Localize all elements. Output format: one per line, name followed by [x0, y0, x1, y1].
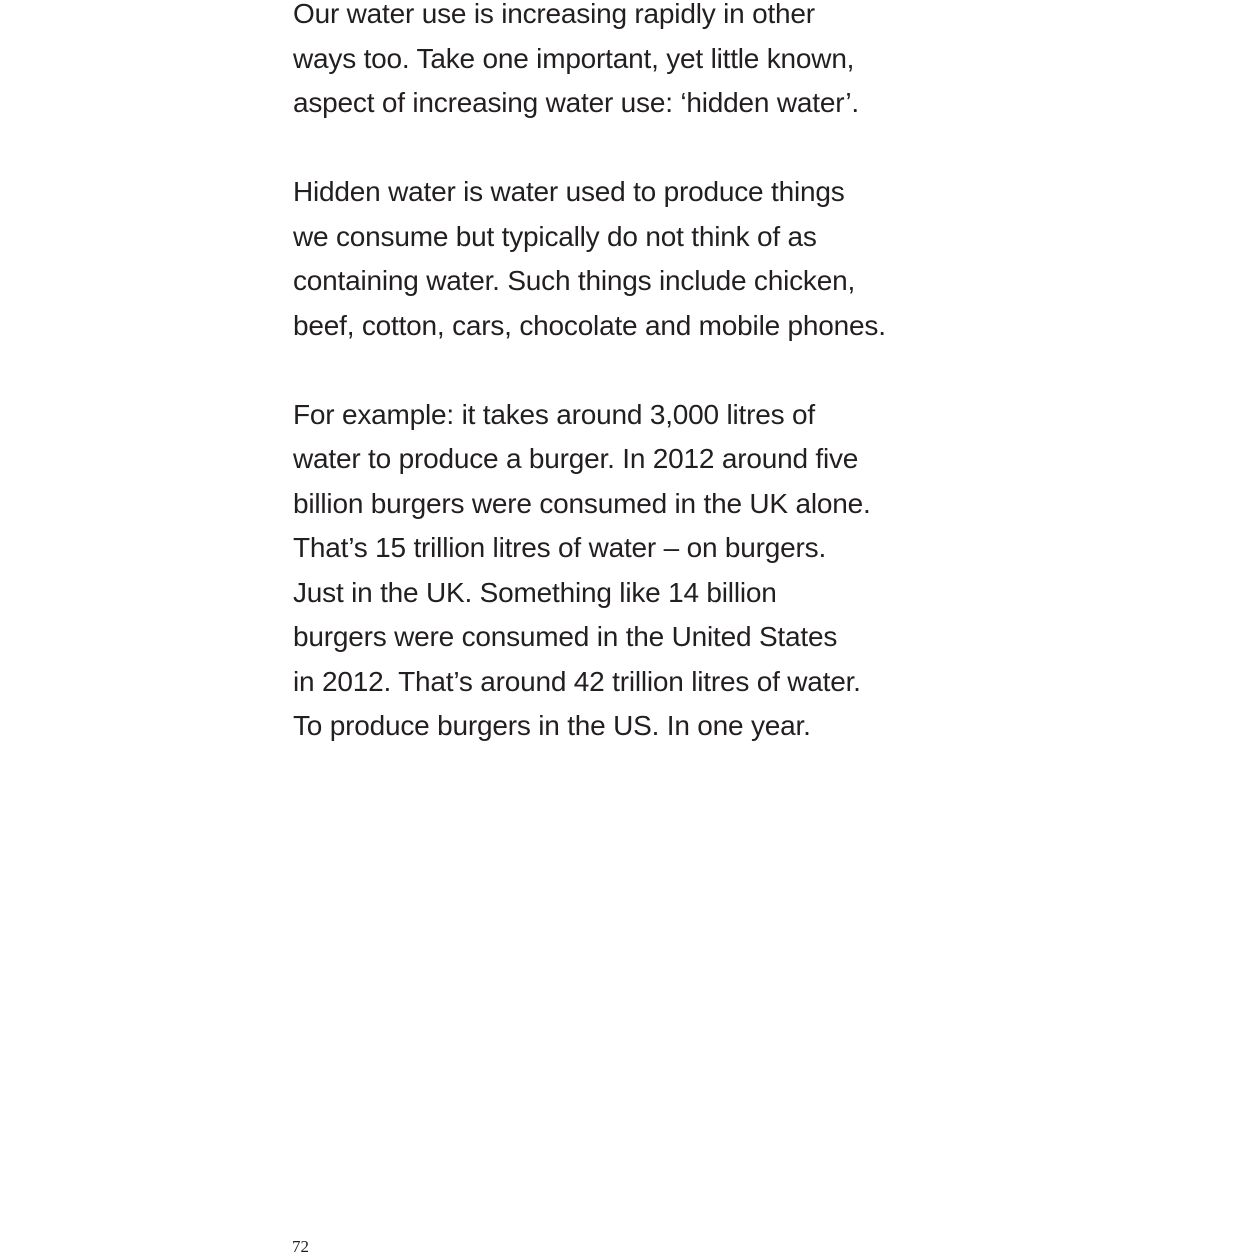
text-line: To produce burgers in the US. In one year. [293, 710, 811, 741]
text-line: Our water use is increasing rapidly in other [293, 0, 815, 29]
text-line: billion burgers were consumed in the UK alone. [293, 487, 871, 519]
text-line: ways too. Take one important, yet little known, [293, 42, 855, 74]
body-text [293, 0, 993, 793]
text-line: water to produce a burger. In 2012 around five [293, 443, 859, 474]
text-line: we consume but typically do not think of as [293, 220, 817, 252]
paragraph [293, 0, 993, 126]
text-line: in 2012. That’s around 42 trillion litres of water. [293, 665, 861, 697]
paragraph [293, 393, 993, 749]
page-number: 72 [292, 1237, 309, 1256]
text-line: For example: it takes around 3,000 litres of [293, 398, 815, 430]
text-line: That’s 15 trillion litres of water – on burgers. [293, 532, 827, 563]
text-line: Just in the UK. Something like 14 billion [293, 576, 777, 608]
text-line: aspect of increasing water use: ‘hidden water’. [293, 87, 859, 118]
text-line: containing water. Such things include chicken, [293, 265, 856, 296]
text-line: beef, cotton, cars, chocolate and mobile phones. [293, 309, 886, 341]
text-line: Hidden water is water used to produce things [293, 176, 845, 207]
paragraph [293, 170, 993, 348]
text-line: burgers were consumed in the United States [293, 621, 838, 652]
